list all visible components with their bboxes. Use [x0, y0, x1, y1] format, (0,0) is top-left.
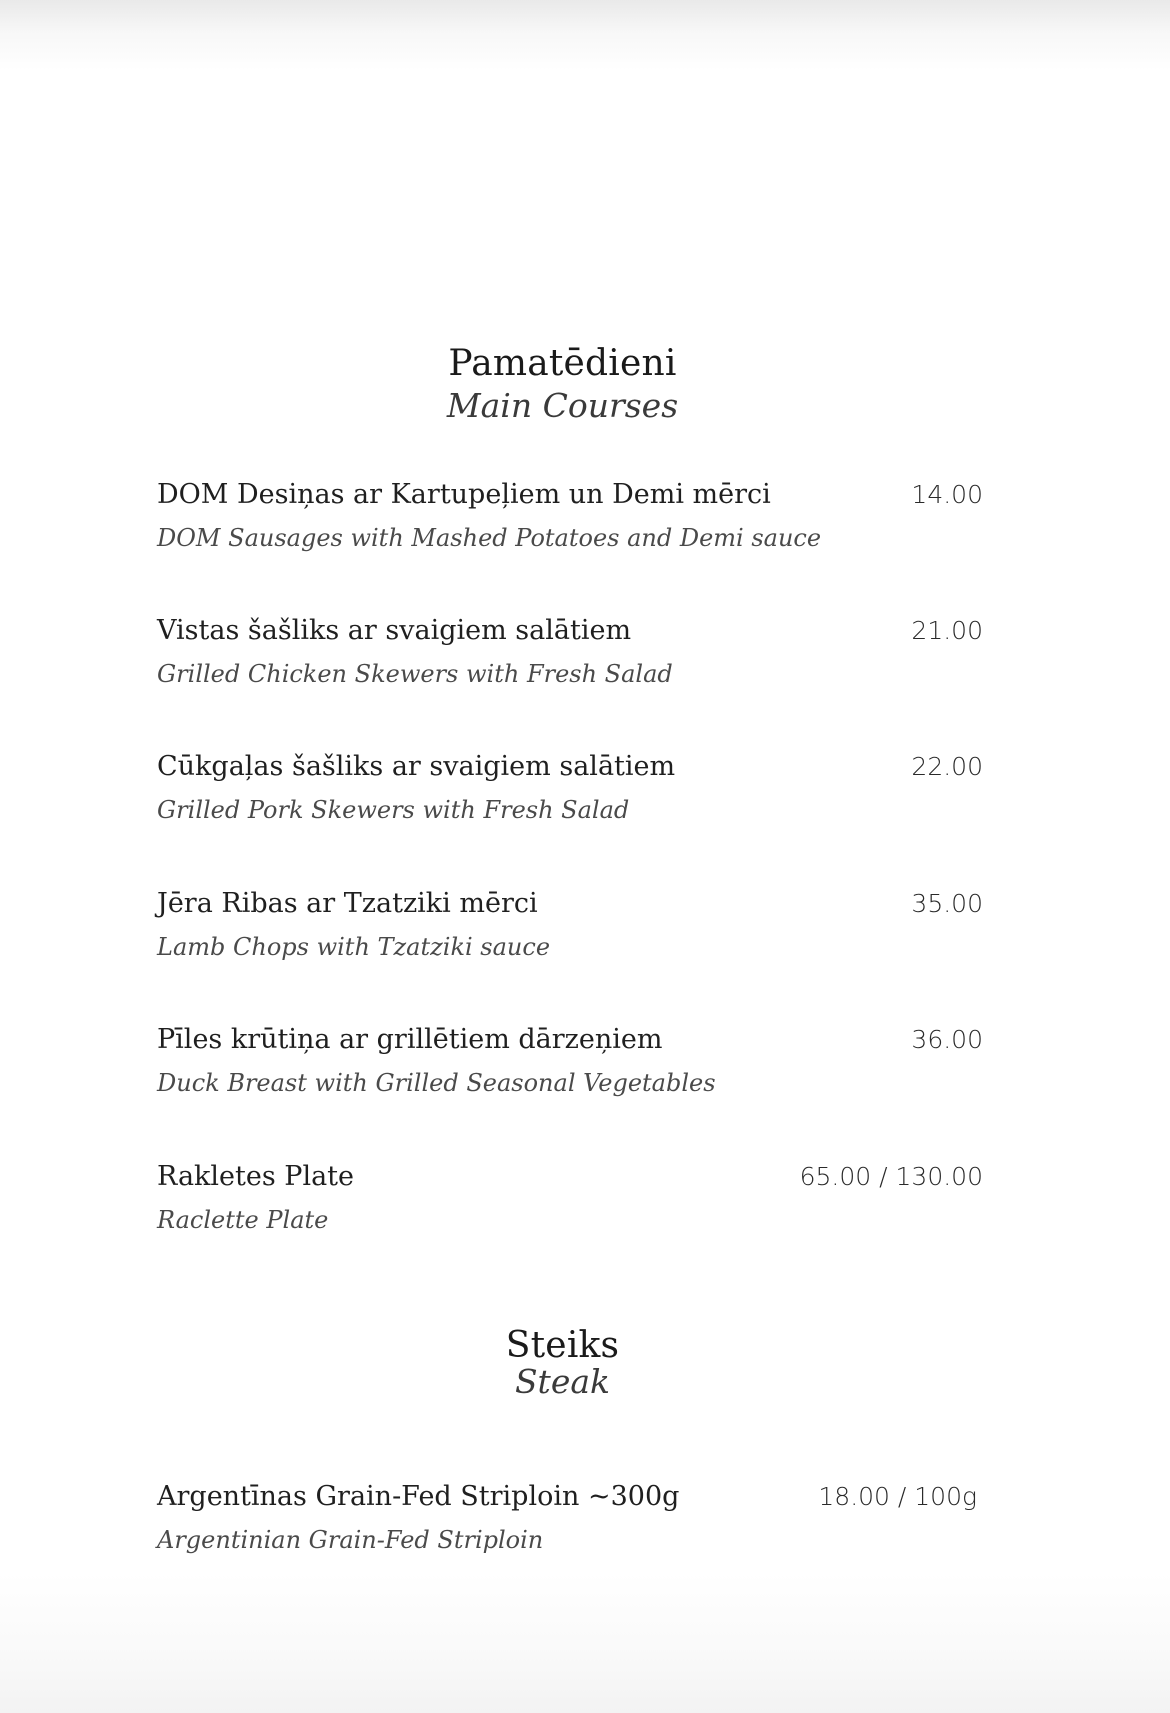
- item-name: Vistas šašliks ar svaigiem salātiem: [157, 615, 632, 646]
- item-price: 36.00: [911, 1025, 983, 1054]
- item-price: 18.00 / 100g: [818, 1482, 977, 1511]
- item-translation: Duck Breast with Grilled Seasonal Vegetables: [157, 1069, 716, 1097]
- section-subtitle: Steak: [514, 1362, 611, 1401]
- item-price: 22.00: [911, 752, 983, 781]
- top-shade: [0, 0, 1170, 70]
- item-translation: Raclette Plate: [157, 1206, 329, 1234]
- item-name: Jēra Ribas ar Tzatziki mērci: [157, 888, 538, 919]
- section-subtitle: Main Courses: [446, 386, 679, 425]
- item-price: 35.00: [911, 889, 983, 918]
- item-translation: Lamb Chops with Tzatziki sauce: [157, 933, 551, 961]
- item-price: 21.00: [911, 616, 983, 645]
- bottom-shade: [0, 1573, 1170, 1713]
- item-name: Pīles krūtiņa ar grillētiem dārzeņiem: [157, 1024, 663, 1055]
- item-translation: Grilled Chicken Skewers with Fresh Salad: [157, 660, 673, 688]
- section-heading-main-courses: [0, 343, 1125, 427]
- item-translation: Argentinian Grain-Fed Striploin: [157, 1526, 544, 1554]
- item-price: 65.00 / 130.00: [799, 1162, 983, 1191]
- item-price: 14.00: [911, 480, 983, 509]
- section-title: Steiks: [505, 1325, 620, 1366]
- item-name: Cūkgaļas šašliks ar svaigiem salātiem: [157, 751, 676, 782]
- section-title: Pamatēdieni: [448, 343, 677, 384]
- section-heading-steak: [0, 1325, 1125, 1403]
- item-name: Rakletes Plate: [157, 1161, 355, 1192]
- item-translation: DOM Sausages with Mashed Potatoes and Demi sauce: [157, 524, 822, 552]
- item-name: Argentīnas Grain-Fed Striploin ~300g: [157, 1481, 680, 1512]
- item-name: DOM Desiņas ar Kartupeļiem un Demi mērci: [157, 479, 771, 510]
- item-translation: Grilled Pork Skewers with Fresh Salad: [157, 796, 630, 824]
